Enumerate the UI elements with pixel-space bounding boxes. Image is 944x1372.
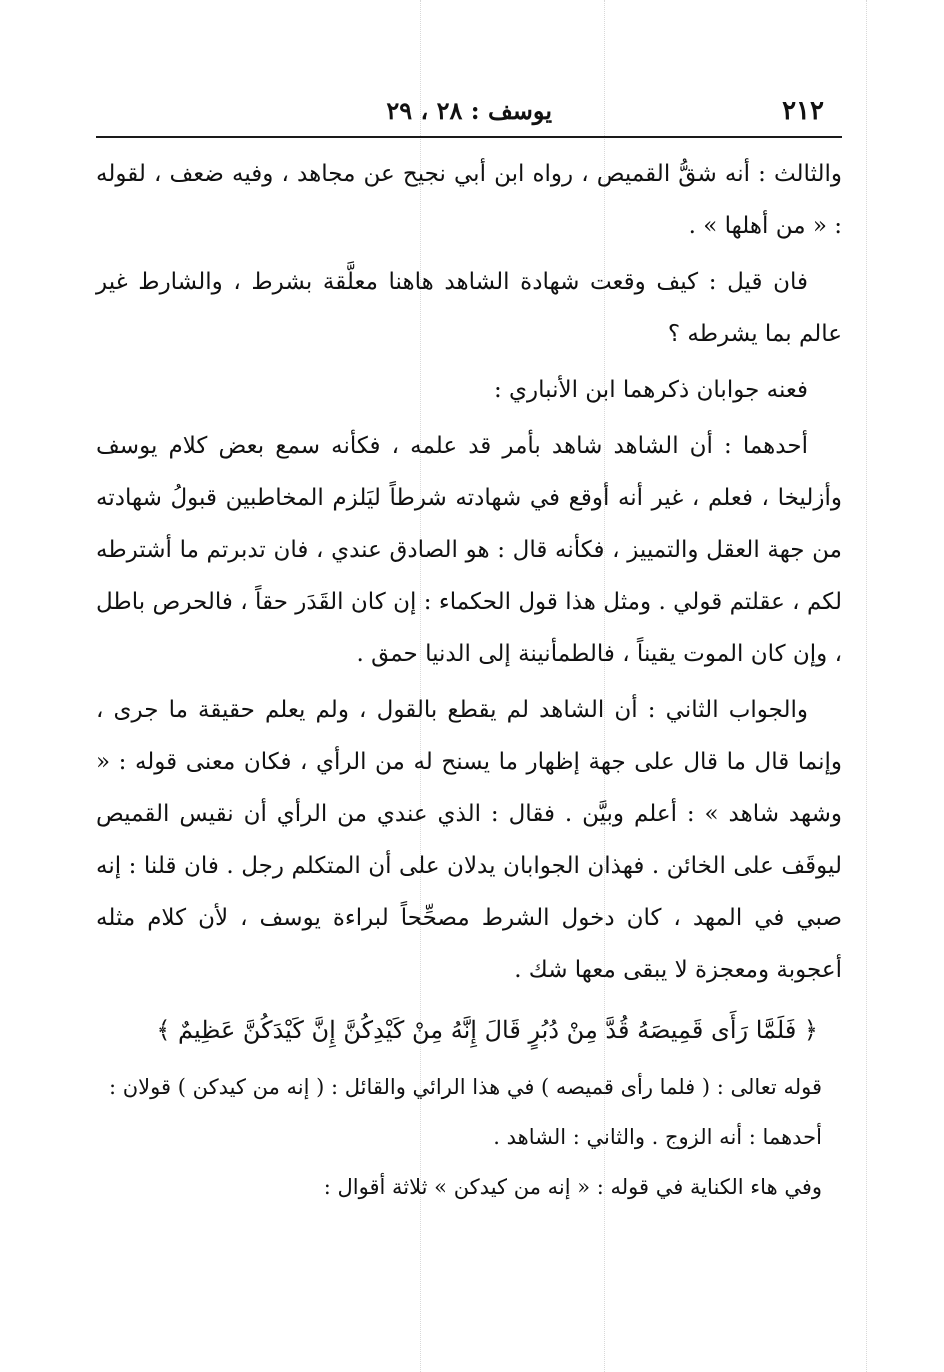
paragraph-pronoun-opinions: وفي هاء الكناية في قوله : « إنه من كيدكن » ثلاثة أقوال : — [323, 1175, 822, 1199]
page-header — [96, 92, 842, 134]
page-number: ٢١٢ — [782, 96, 824, 126]
paragraph-second-answer: والجواب الثاني : أن الشاهد لم يقطع بالقول ، ولم يعلم حقيقة ما جرى ، وإنما قال ما قال على جهة إظهار ما يسنح له من الرأي ، فكان معنى قوله : « وشهد شاهد » : أعلم وبيَّن . فقال : الذي عندي من الرأي أن نقيس القميص ليوقَف على الخائن . فهذان الجوابان يدلان على أن المتكلم رجل . فان قلنا : إنه صبي في المهد ، كان دخول الشرط مصحِّحاً لبراءة يوسف ، لأن كلام مثله أعجوبة ومعجزة لا يبقى معها شك . — [96, 697, 842, 983]
running-head: يوسف : ٢٨ ، ٢٩ — [386, 96, 552, 125]
paragraph-first-opinion: أحدهما : أنه الزوج . والثاني : الشاهد . — [493, 1125, 822, 1149]
paragraph-first-answer: أحدهما : أن الشاهد شاهد بأمر قد علمه ، فكأنه سمع بعض كلام يوسف وأزليخا ، فعلم ، غير أنه أوقع في شهادته شرطاً ليَلزم المخاطبين قبولُ شهادته من جهة العقل والتمييز ، فكأنه قال : هو الصادق عندي ، فان تدبرتم ما أشترطه لكم ، عقلتم قولي . ومثل هذا قول الحكماء : إن كان القَدَر حقاً ، فالحرص باطل ، وإن كان الموت يقيناً ، فالطمأنينة إلى الدنيا حمق . — [96, 433, 842, 667]
quran-verse: ﴿ فَلَمَّا رَأَى قَمِيصَهُ قُدَّ مِنْ دُبُرٍ قَالَ إِنَّهُ مِنْ كَيْدِكُنَّ إِنَّ كَيْدَكُنَّ عَظِيمٌ ﴾ — [156, 1016, 818, 1044]
paragraph-question: فان قيل : كيف وقعت شهادة الشاهد هاهنا معلَّقة بشرط ، والشارط غير عالم بما يشرطه ؟ — [96, 269, 842, 347]
paragraph-commentary: قوله تعالى : ( فلما رأى قميصه ) في هذا الرائي والقائل : ( إنه من كيدكن ) قولان : — [109, 1075, 822, 1099]
paragraph-two-answers: فعنه جوابان ذكرهما ابن الأنباري : — [493, 377, 808, 403]
body-text — [96, 148, 842, 1214]
paragraph-third-opinion: والثالث : أنه شقُّ القميص ، رواه ابن أبي نجيح عن مجاهد ، وفيه ضعف ، لقوله : « من أهلها » . — [96, 161, 842, 239]
paper-texture-line — [866, 0, 867, 1372]
header-rule — [96, 136, 842, 138]
